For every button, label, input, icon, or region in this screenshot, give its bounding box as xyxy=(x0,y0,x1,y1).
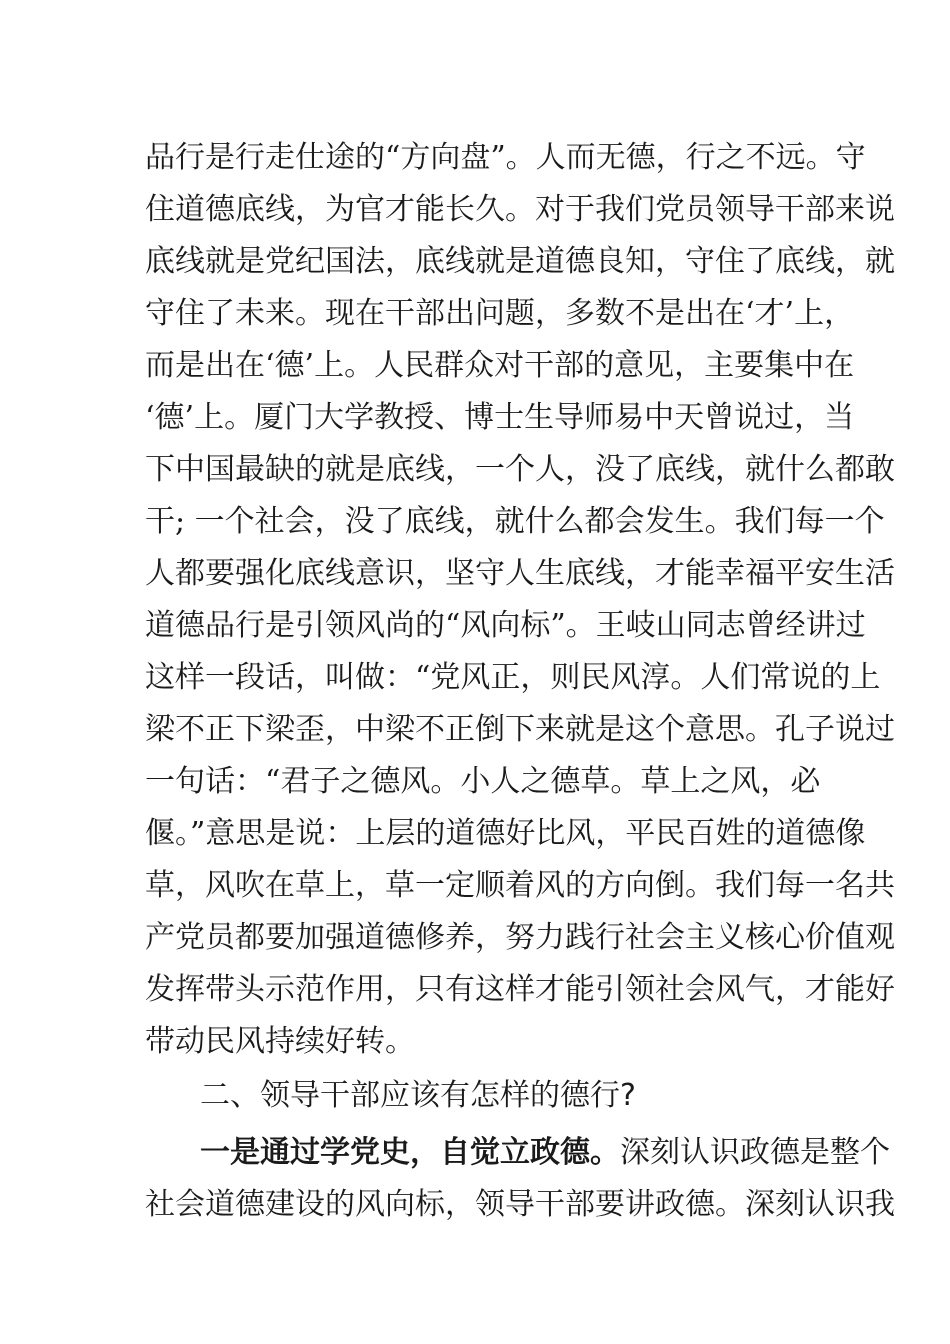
point-one-line xyxy=(200,1133,890,1173)
paragraph-line: 下中国最缺的就是底线，一个人，没了底线，就什么都敢 xyxy=(145,452,895,487)
paragraph-line: 住道德底线，为官才能长久。对于我们党员领导干部来说 xyxy=(145,192,895,227)
paragraph-line: 草，风吹在草上，草一定顺着风的方向倒。我们每一名共 xyxy=(145,868,895,903)
paragraph-line: 这样一段话，叫做：“党风正，则民风淳。人们常说的上 xyxy=(145,660,881,695)
point-one-title: 一是通过学党史，自觉立政德。 xyxy=(200,1135,620,1170)
paragraph-line: ‘德’上。厦门大学教授、博士生导师易中天曾说过，当 xyxy=(145,400,855,435)
paragraph-line: 品行是行走仕途的“方向盘”。人而无德，行之不远。守 xyxy=(145,140,866,175)
paragraph-line: 偃。”意思是说：上层的道德好比风，平民百姓的道德像 xyxy=(145,816,866,851)
paragraph-line: 人都要强化底线意识，坚守人生底线，才能幸福平安生活 xyxy=(145,556,895,591)
paragraph-line: 产党员都要加强道德修养，努力践行社会主义核心价值观 xyxy=(145,920,895,955)
paragraph-line: 社会道德建设的风向标，领导干部要讲政德。深刻认识我 xyxy=(145,1187,895,1222)
paragraph-line: 而是出在‘德’上。人民群众对干部的意见，主要集中在 xyxy=(145,348,855,383)
paragraph-line: 发挥带头示范作用，只有这样才能引领社会风气，才能好 xyxy=(145,972,895,1007)
paragraph-line: 守住了未来。现在干部出问题，多数不是出在‘才’上， xyxy=(145,296,855,331)
paragraph-line: 干; 一个社会，没了底线，就什么都会发生。我们每一个 xyxy=(145,504,885,539)
point-one-text: 深刻认识政德是整个 xyxy=(620,1135,890,1170)
paragraph-line: 道德品行是引领风尚的“风向标”。王岐山同志曾经讲过 xyxy=(145,608,866,643)
paragraph-line: 梁不正下梁歪，中梁不正倒下来就是这个意思。孔子说过 xyxy=(145,712,895,747)
paragraph-line: 带动民风持续好转。 xyxy=(145,1024,415,1059)
paragraph-line: 一句话：“君子之德风。小人之德草。草上之风，必 xyxy=(145,764,821,799)
paragraph-line: 底线就是党纪国法，底线就是道德良知，守住了底线，就 xyxy=(145,244,895,279)
section-heading: 二、领导干部应该有怎样的德行? xyxy=(200,1078,636,1113)
